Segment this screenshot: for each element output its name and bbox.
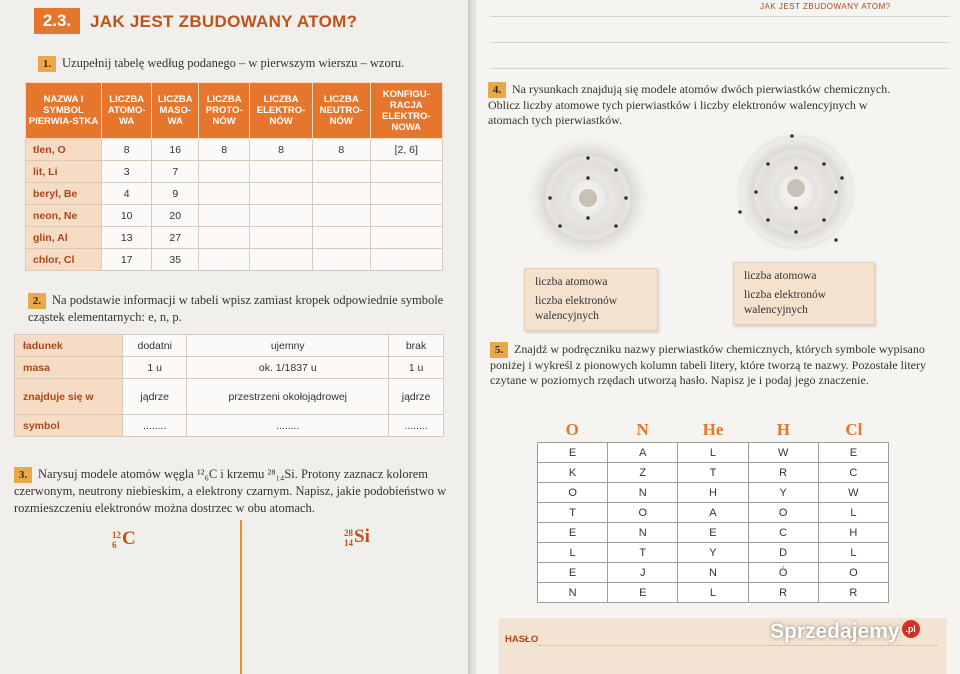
table-header: KONFIGU-RACJA ELEKTRO-NOWA	[370, 83, 442, 139]
element-name-cell: beryl, Be	[26, 183, 102, 205]
grid-row	[538, 563, 889, 583]
grid-cell: L	[678, 443, 748, 463]
element-name-cell: glin, Al	[26, 227, 102, 249]
table-cell: 16	[152, 139, 199, 161]
task5-text: Znajdź w podręczniku nazwy pierwiastków chemicznych, których symbole wypisano poniżej i wykreśl z pionowych kolumn tabeli litery, które tworzą te nazwy. Pozostałe litery czytane w poziomych rzędach utworzą hasło. Napisz je i podaj jego znaczenie.	[490, 342, 926, 387]
table-row	[15, 379, 444, 415]
grid-cell: E	[818, 443, 888, 463]
table-cell	[370, 249, 442, 271]
grid-row	[538, 463, 889, 483]
answer-label: HASŁO	[505, 634, 539, 645]
table-cell: [2, 6]	[370, 139, 442, 161]
label-card-left	[524, 268, 658, 331]
section-number: 2.3.	[34, 8, 80, 34]
task2-number: 2.	[28, 293, 46, 309]
table-header: NAZWA I SYMBOL PIERWIA-STKA	[26, 83, 102, 139]
grid-cell: H	[678, 483, 748, 503]
task2-text: Na podstawie informacji w tabeli wpisz zamiast kropek odpowiednie symbole cząstek elementarnych: e, n, p.	[28, 293, 444, 324]
element-name-cell: neon, Ne	[26, 205, 102, 227]
property-cell: ładunek	[15, 335, 123, 357]
grid-cell: L	[538, 543, 608, 563]
table-cell: 7	[152, 161, 199, 183]
task4-number: 4.	[488, 82, 506, 98]
grid-row	[538, 543, 889, 563]
table-cell	[370, 227, 442, 249]
grid-cell: O	[748, 503, 818, 523]
label-atomic-right: liczba atomowa	[744, 270, 817, 282]
writing-line	[490, 68, 950, 69]
column-head: N	[636, 420, 649, 439]
table-cell	[313, 183, 371, 205]
table-header: LICZBA NEUTRO-NÓW	[313, 83, 371, 139]
table-row	[26, 227, 443, 249]
atom-model-right	[732, 128, 860, 256]
grid-cell: O	[608, 503, 678, 523]
task3-instruction	[14, 466, 454, 517]
table-cell: brak	[389, 335, 444, 357]
task1-instruction	[38, 55, 458, 72]
table-cell	[313, 227, 371, 249]
table-cell: 8	[199, 139, 250, 161]
table-cell	[199, 249, 250, 271]
table-cell: jądrze	[123, 379, 187, 415]
table-cell	[250, 205, 313, 227]
property-cell: znajduje się w	[15, 379, 123, 415]
grid-cell: E	[538, 563, 608, 583]
task3-text: Narysuj modele atomów węgla ¹²₆C i krzemu ²⁸₁₄Si. Protony zaznacz kolorem czerwonym, neutrony niebieskim, a elektrony czarnym. Napisz, jakie podobieństwo w rozmieszczeniu elektronów można dostrzec w obu atomach.	[14, 467, 447, 515]
table-row	[26, 249, 443, 271]
grid-cell: C	[748, 523, 818, 543]
table-cell	[199, 205, 250, 227]
table-cell: dodatni	[123, 335, 187, 357]
table-cell: 1 u	[123, 357, 187, 379]
writing-line	[490, 42, 950, 43]
table-cell: 8	[250, 139, 313, 161]
grid-cell: L	[818, 503, 888, 523]
grid-cell: E	[538, 443, 608, 463]
table-row	[26, 161, 443, 183]
table-cell	[250, 183, 313, 205]
grid-cell: N	[678, 563, 748, 583]
column-head: O	[565, 420, 579, 439]
label-atomic-left: liczba atomowa	[535, 276, 608, 288]
silicon-letter: Si	[354, 526, 370, 547]
grid-cell: Y	[748, 483, 818, 503]
grid-cell: O	[538, 483, 608, 503]
atom-model-left	[524, 134, 652, 262]
table-cell: 27	[152, 227, 199, 249]
carbon-z: 6	[112, 539, 117, 550]
answer-line	[539, 645, 937, 646]
table-cell: ujemny	[187, 335, 389, 357]
table-row	[15, 357, 444, 379]
grid-cell: R	[748, 463, 818, 483]
grid-cell: E	[678, 523, 748, 543]
label-valence-right: liczba elektronów walencyjnych	[744, 289, 827, 316]
left-page	[0, 0, 472, 674]
section-title: JAK JEST ZBUDOWANY ATOM?	[90, 12, 358, 31]
running-header: JAK JEST ZBUDOWANY ATOM?	[760, 2, 891, 11]
table-header: LICZBA ELEKTRO-NÓW	[250, 83, 313, 139]
table-cell: 4	[102, 183, 152, 205]
carbon-letter: C	[122, 528, 136, 549]
table-cell: ........	[123, 415, 187, 437]
grid-cell: O	[818, 563, 888, 583]
grid-cell: N	[608, 523, 678, 543]
table-header: LICZBA ATOMO-WA	[102, 83, 152, 139]
grid-cell: N	[538, 583, 608, 603]
table-cell: 8	[102, 139, 152, 161]
grid-cell: Y	[678, 543, 748, 563]
table-cell: ok. 1/1837 u	[187, 357, 389, 379]
grid-row	[538, 583, 889, 603]
grid-cell: E	[538, 523, 608, 543]
grid-cell: J	[608, 563, 678, 583]
property-cell: symbol	[15, 415, 123, 437]
table-cell	[370, 183, 442, 205]
table-cell: 8	[313, 139, 371, 161]
table-cell	[370, 205, 442, 227]
table-header: LICZBA MASO-WA	[152, 83, 199, 139]
grid-row	[538, 503, 889, 523]
column-head: He	[702, 420, 724, 439]
table-cell	[370, 161, 442, 183]
silicon-z: 14	[344, 537, 353, 548]
element-name-cell: lit, Li	[26, 161, 102, 183]
table-cell: 13	[102, 227, 152, 249]
task4-instruction	[488, 82, 908, 128]
task2-instruction	[28, 292, 448, 326]
element-name-cell: chlor, Cl	[26, 249, 102, 271]
task1-number: 1.	[38, 56, 56, 72]
carbon-symbol	[112, 528, 136, 550]
table-row	[26, 183, 443, 205]
table-row	[15, 335, 444, 357]
watermark-suffix: .pl	[902, 620, 920, 638]
writing-line	[490, 16, 950, 17]
letter-grid	[537, 442, 889, 603]
grid-row	[538, 523, 889, 543]
grid-cell: T	[608, 543, 678, 563]
nucleus	[787, 179, 805, 197]
table-header: LICZBA PROTO-NÓW	[199, 83, 250, 139]
grid-cell: W	[748, 443, 818, 463]
puzzle-column-heads	[537, 420, 889, 440]
label-card-right	[733, 262, 875, 325]
table-cell	[199, 183, 250, 205]
grid-cell: Ó	[748, 563, 818, 583]
table-cell: 1 u	[389, 357, 444, 379]
table-cell	[250, 161, 313, 183]
grid-cell: K	[538, 463, 608, 483]
task5-instruction	[490, 342, 940, 388]
grid-cell: H	[818, 523, 888, 543]
table-cell	[250, 249, 313, 271]
grid-cell: L	[678, 583, 748, 603]
table-row	[15, 415, 444, 437]
table-cell: przestrzeni okołojądrowej	[187, 379, 389, 415]
table-cell: 35	[152, 249, 199, 271]
table-cell	[199, 227, 250, 249]
table-cell: 20	[152, 205, 199, 227]
table-cell: jądrze	[389, 379, 444, 415]
grid-cell: N	[608, 483, 678, 503]
table-row	[26, 205, 443, 227]
table-cell: 9	[152, 183, 199, 205]
grid-cell: T	[678, 463, 748, 483]
table-cell: 3	[102, 161, 152, 183]
particle-table	[14, 334, 444, 437]
column-head: H	[776, 420, 791, 439]
column-divider	[240, 520, 242, 674]
grid-cell: R	[818, 583, 888, 603]
table-row	[26, 139, 443, 161]
task3-number: 3.	[14, 467, 32, 483]
property-cell: masa	[15, 357, 123, 379]
element-table	[25, 82, 443, 271]
watermark	[770, 620, 920, 644]
table-cell	[250, 227, 313, 249]
element-name-cell: tlen, O	[26, 139, 102, 161]
table-cell: 10	[102, 205, 152, 227]
silicon-mass: 28	[344, 527, 353, 538]
grid-cell: D	[748, 543, 818, 563]
task5-number: 5.	[490, 342, 508, 358]
table-cell	[313, 161, 371, 183]
grid-cell: T	[538, 503, 608, 523]
table-cell: ........	[187, 415, 389, 437]
grid-cell: Z	[608, 463, 678, 483]
grid-cell: A	[608, 443, 678, 463]
grid-row	[538, 483, 889, 503]
nucleus	[579, 189, 597, 207]
grid-cell: W	[818, 483, 888, 503]
label-valence-left: liczba elektronów walencyjnych	[535, 295, 618, 322]
silicon-symbol	[344, 526, 370, 548]
table-cell	[199, 161, 250, 183]
grid-row	[538, 443, 889, 463]
grid-cell: L	[818, 543, 888, 563]
table-cell	[313, 205, 371, 227]
task4-text: Na rysunkach znajdują się modele atomów dwóch pierwiastków chemicznych. Oblicz liczby atomowe tych pierwiastków i liczby elektronów walencyjnych w atomach tych pierwiastków.	[488, 82, 891, 127]
task1-text: Uzupełnij tabelę według podanego – w pierwszym wierszu – wzoru.	[62, 56, 405, 70]
grid-cell: A	[678, 503, 748, 523]
watermark-text: Sprzedajemy	[770, 620, 900, 643]
carbon-mass: 12	[112, 529, 121, 540]
table-cell: ........	[389, 415, 444, 437]
column-head: Cl	[845, 420, 863, 439]
grid-cell: E	[608, 583, 678, 603]
grid-cell: C	[818, 463, 888, 483]
grid-cell: R	[748, 583, 818, 603]
table-cell	[313, 249, 371, 271]
table-cell: 17	[102, 249, 152, 271]
